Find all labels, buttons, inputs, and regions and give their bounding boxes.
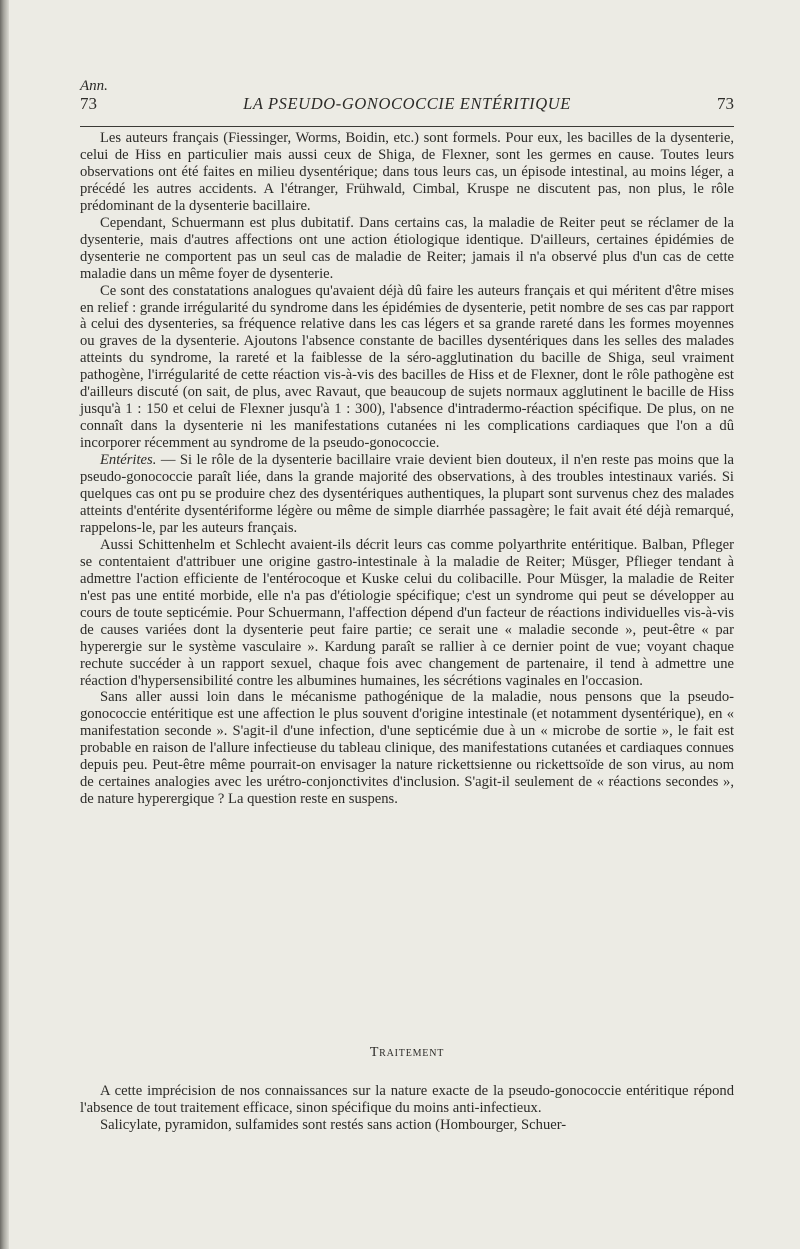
annotation-ann: Ann. bbox=[80, 78, 108, 94]
page-edge bbox=[0, 0, 9, 1249]
body-text-traitement bbox=[80, 1083, 734, 1135]
paragraph: Ce sont des constatations analogues qu'avaient déjà dû faire les auteurs français et qui méritent d'être mises en relief : grande irrégularité du syndrome dans les épidémies de dysenterie, petit nombre de ses cas par rapport à celui des dysenteries, sa fréquence relative dans les cas légers et sa grande rareté dans les formes moyennes ou graves de la dysenterie. Ajoutons l'absence constante de bacilles dysentériques dans les selles des malades atteints du syndrome, la rareté et la faiblesse de la séro-agglutination du bacille de Shiga, seul vraiment pathogène, l'irrégularité de cette réaction vis-à-vis des bacilles de Hiss et de Flexner, dont le rôle pathogène est d'ailleurs discuté (on sait, de plus, avec Ravaut, que beaucoup de sujets normaux agglutinent le bacille de Hiss jusqu'à 1 : 150 et celui de Flexner jusqu'à 1 : 300), l'absence d'intradermo-réaction spécifique. De plus, on ne connaît dans la dysenterie ni les manifestations cutanées ni les complications cardiaques que l'on a dû incorporer récemment au syndrome de la pseudo-gonococcie. bbox=[80, 282, 734, 452]
paragraph: Cependant, Schuermann est plus dubitatif. Dans certains cas, la maladie de Reiter peut se réclamer de la dysenterie, mais d'autres affections ont une action étiologique identique. D'ailleurs, certaines épidémies de dysenterie ne comportent pas un seul cas de maladie de Reiter; jamais il n'a observé plus d'un cas de cette maladie dans un même foyer de dysenterie. bbox=[80, 214, 734, 282]
paragraph: Les auteurs français (Fiessinger, Worms, Boidin, etc.) sont formels. Pour eux, les bacilles de la dysenterie, celui de Hiss en particulier mais aussi ceux de Shiga, de Flexner, sont les germes en cause. Toutes leurs observations ont été faites en milieu dysentérique; dans tous leurs cas, un épisode intestinal, au moins léger, a précédé les autres accidents. A l'étranger, Frühwald, Cimbal, Kruspe ne discutent pas, non plus, le rôle prédominant de la dysenterie bacillaire. bbox=[80, 130, 734, 214]
paragraph-enterites-text: — Si le rôle de la dysenterie bacillaire vraie devient bien douteux, il n'en reste pas moins que la pseudo-gonococcie paraît liée, dans la grande majorité des observations, à des troubles intestinaux variés. Si quelques cas ont pu se produire chez des dysentériques authentiques, la plupart sont survenus chez des malades atteints d'entérite dysentériforme légère ou même de simple diarrhée passagère; le fait avait été déjà remarqué, rappelons-le, par les auteurs français. bbox=[80, 452, 734, 536]
enterites-label: Entérites. bbox=[100, 452, 157, 469]
page-number-left: 73 bbox=[80, 94, 97, 113]
paragraph: Sans aller aussi loin dans le mécanisme pathogénique de la maladie, nous pensons que la pseudo-gonococcie entéritique est une affection le plus souvent d'origine intestinale (et notamment dysentérique), en « manifestation seconde ». S'agit-il d'une infection, d'une septicémie due à un « microbe de sortie », le fait est probable en raison de l'allure infectieuse du tableau clinique, des manifestations cutanées et cardiaques connues depuis peu. Peut-être même pourrait-on envisager la nature rickettsienne ou rickettsoïde de son virus, au nom de certaines analogies avec les urétro-conjonctivites d'inclusion. S'agit-il seulement de « réactions secondes », de nature hyperergique ? La question reste en suspens. bbox=[80, 689, 734, 808]
paragraph: A cette imprécision de nos connaissances sur la nature exacte de la pseudo-gonococcie entéritique répond l'absence de tout traitement efficace, sinon spécifique du moins anti-infectieux. bbox=[80, 1083, 734, 1117]
paragraph: Salicylate, pyramidon, sulfamides sont restés sans action (Hombourger, Schuer- bbox=[100, 1117, 567, 1134]
paragraph-enterites bbox=[80, 452, 734, 537]
page-header bbox=[80, 78, 734, 128]
body-text bbox=[80, 130, 734, 808]
page-number-right: 73 bbox=[717, 94, 734, 113]
header-rule bbox=[80, 126, 734, 127]
running-title: LA PSEUDO-GONOCOCCIE ENTÉRITIQUE bbox=[243, 94, 571, 113]
section-title: Traitement bbox=[369, 1045, 445, 1060]
paragraph: Aussi Schittenhelm et Schlecht avaient-ils décrit leurs cas comme polyarthrite entéritique. Balban, Pfleger se contentaient d'attribuer une origine gastro-intestinale à la maladie de Reiter; Müsger, Pflieger tendant à admettre l'action efficiente de l'entérocoque et Kuske celui du colibacille. Pour Müsger, la maladie de Reiter n'est pas une entité morbide, elle n'a pas d'étiologie spécifique; c'est un syndrome qui peut se développer au cours de toute septicémie. Pour Schuermann, l'affection dépend d'un facteur de réactions individuelles vis-à-vis de causes variées dont la dysenterie peut faire partie; ce serait une « maladie seconde », peut-être « par hyperergie sur le système vasculaire ». Kardung paraît se rallier à ce dernier point de vue; voyant chaque rechute succéder à un rapport sexuel, chaque fois avec changement de partenaire, il tend à admettre une réaction d'hypersensibilité contre les albumines humaines, les sécrétions vaginales en l'occasion. bbox=[80, 536, 734, 689]
